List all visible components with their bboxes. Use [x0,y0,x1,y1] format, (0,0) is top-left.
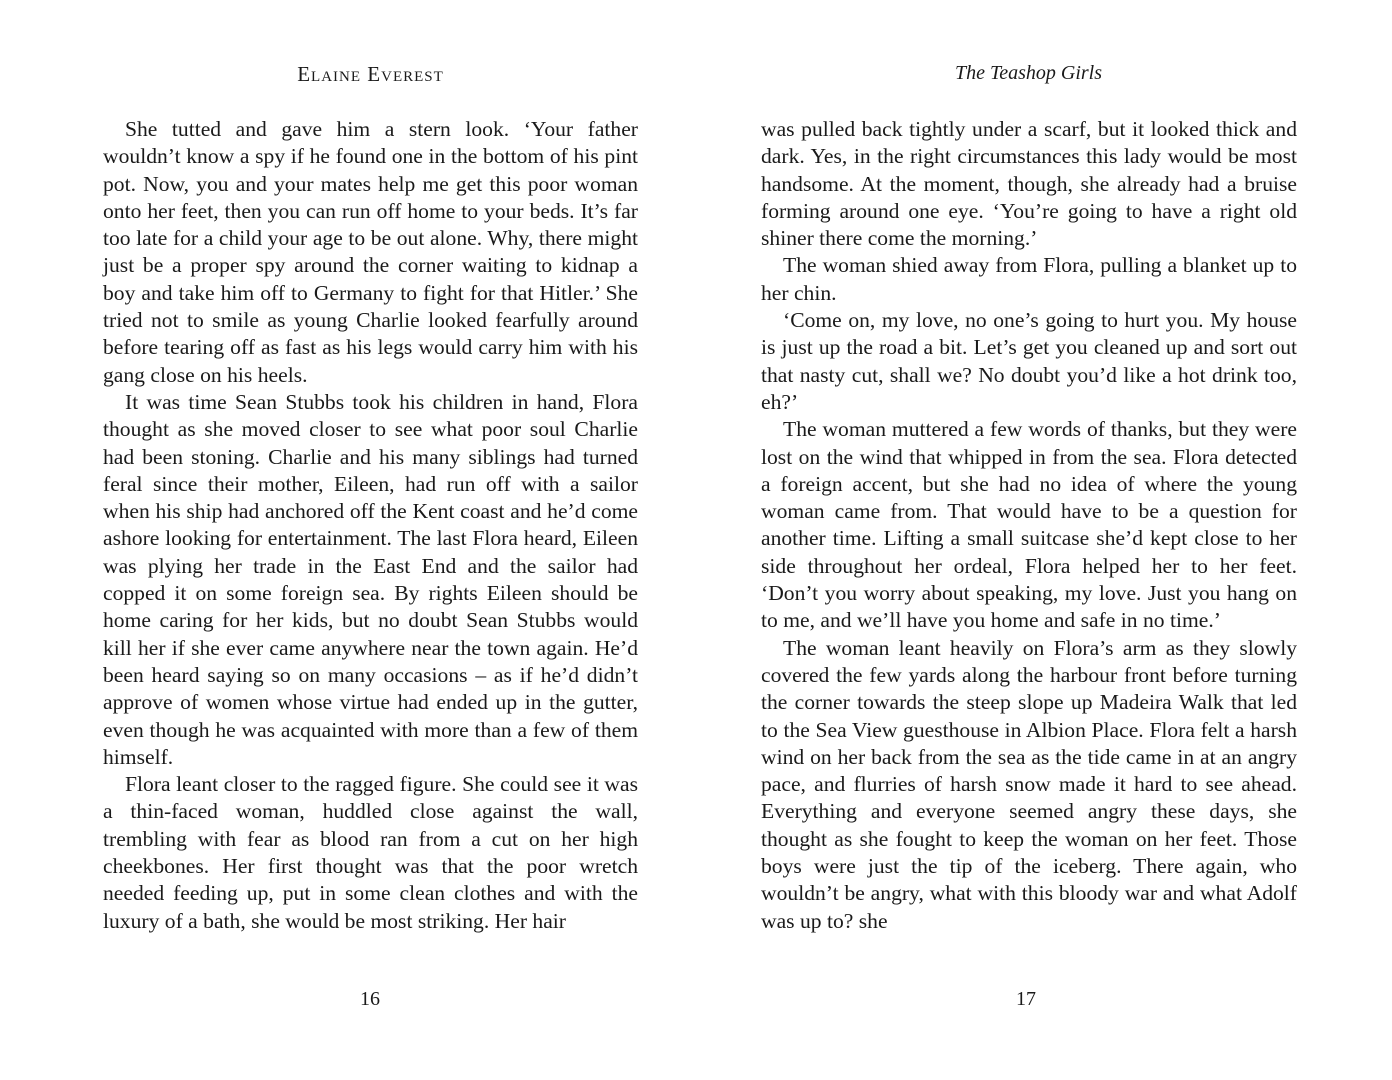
paragraph: The woman leant heavily on Flora’s arm as they slowly covered the few yards along the harbour front before turning the corner towards the steep slope up Madeira Walk that led to the Sea View guesthouse in Albion Place. Flora felt a harsh wind on her back from the sea as the tide came in at an angry pace, and flurries of harsh snow made it hard to see ahead. Everything and everyone seemed angry these days, she thought as she fought to keep the woman on her feet. Those boys were just the tip of the iceberg. There again, who wouldn’t be angry, what with this bloody war and what Adolf was up to? she [761,635,1297,933]
paragraph: The woman muttered a few words of thanks, but they were lost on the wind that whipped in from the sea. Flora detected a foreign accent, but she had no idea of where the young woman came from. That would have to be a question for another time. Lifting a small suitcase she’d kept close to her side throughout her ordeal, Flora helped her to her feet. ‘Don’t you worry about speaking, my love. Just you hang on to me, and we’ll have you home and safe in no time.’ [761,417,1297,633]
paragraph: She tutted and gave him a stern look. ‘Your father wouldn’t know a spy if he found one in the bottom of his pint pot. Now, you and your mates help me get this poor woman onto her feet, then you can run off home to your beds. It’s far too late for a child your age to be out alone. Why, there might just be a proper spy around the corner waiting to kidnap a boy and take him off to Germany to fight for that Hitler.’ She tried not to smile as young Charlie looked fearfully around before tearing off as fast as his legs would carry him with his gang close on his heels. [103,117,638,387]
continued-paragraph: was pulled back tightly under a scarf, but it looked thick and dark. Yes, in the right circumstances this lady would be most handsome. At the moment, though, she already had a bruise forming around one eye. ‘You’re going to have a right old shiner there come the morning.’ [761,117,1297,251]
running-head-author: Elaine Everest [297,62,444,86]
page-number: 17 [1016,988,1036,1010]
paragraph: The woman shied away from Flora, pulling a blanket up to her chin. [761,253,1297,305]
paragraph: ‘Come on, my love, no one’s going to hurt you. My house is just up the road a bit. Let’s get you cleaned up and sort out that nasty cut, shall we? No doubt you’d like a hot drink too, eh?’ [761,308,1297,414]
paragraph: It was time Sean Stubbs took his children in hand, Flora thought as she moved closer to see what poor soul Charlie had been stoning. Charlie and his many siblings had turned feral since their mother, Eileen, had run off with a sailor when his ship had anchored off the Kent coast and he’d come ashore looking for entertainment. The last Flora heard, Eileen was plying her trade in the East End and the sailor had copped it on some foreign sea. By rights Eileen should be home caring for her kids, but no doubt Sean Stubbs would kill her if she ever came anywhere near the town again. He’d been heard saying so on many occasions – as if he’d didn’t approve of women whose virtue had ended up in the gutter, even though he was acquainted with more than a few of them himself. [103,389,638,769]
page-number: 16 [360,988,380,1010]
right-page-text [761,116,1297,935]
paragraph: Flora leant closer to the ragged figure. She could see it was a thin-faced woman, huddled close against the wall, trembling with fear as blood ran from a cut on her high cheekbones. Her first thought was that the poor wretch needed feeding up, put in some clean clothes and with the luxury of a bath, she would be most striking. Her hair [103,772,638,933]
right-page [696,0,1392,1080]
left-page-text [103,116,638,935]
running-head-title: The Teashop Girls [954,62,1103,84]
